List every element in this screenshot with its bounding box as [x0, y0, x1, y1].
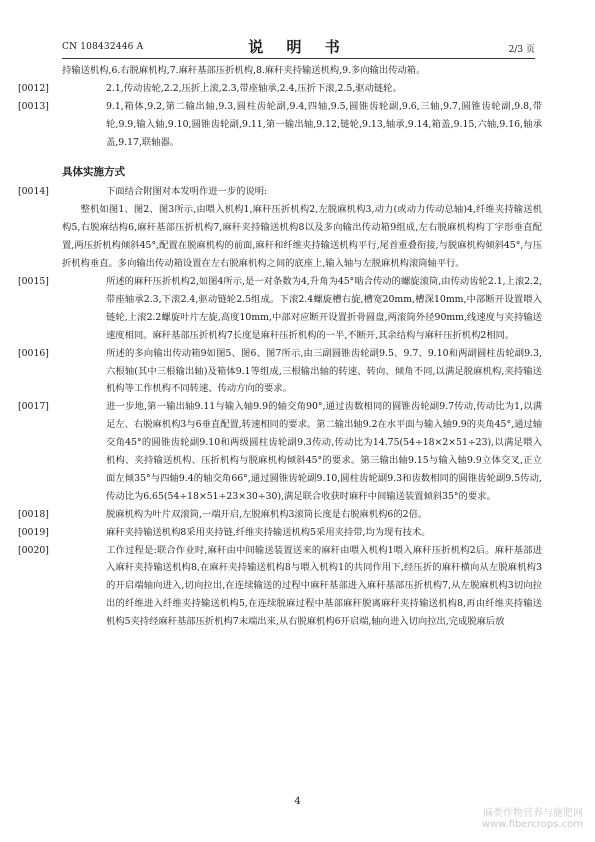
paragraph-number: [0016] [18, 347, 49, 359]
paragraph-0019 [18, 524, 542, 542]
paragraph-0012 [18, 80, 542, 98]
paragraph-text: 进一步地,第一输出轴9.11与输入轴9.9的轴交角90°,通过齿数相同的圆锥齿轮副9.7传动,传动比为1,以满足左、右脱麻机构3与6垂直配置,转速相同的要求。第二输出轴9.2在水平面与输入轴9.9的夹角45°,通过轴交角45°的圆锥齿轮副9.10和两级圆柱齿轮副9.3传动,传动比为14.75(54÷18×2×51÷23),以满足喂入机构、夹持输送机构、压折机构与脱麻机构倾斜45°的要求。第三输出轴9.15与输入轴9.9立体交叉,正立面左倾35°与四轴9.4的轴交角66°,通过圆锥齿轮副9.10,圆柱齿轮副9.3和齿数相同的圆锥齿轮副9.5传动,传动比为6.65(54÷18×51÷23×30÷30),满足联合收获时麻秆中间输送装置倾斜35°的要求。 [106, 401, 542, 502]
patent-number: CN 108432446 A [62, 42, 144, 52]
paragraph-0013 [18, 98, 542, 152]
header-divider [62, 58, 535, 59]
paragraph-number: [0019] [18, 526, 49, 538]
paragraph-number: [0013] [18, 100, 49, 112]
paragraph-0014 [18, 183, 542, 201]
paragraph-text: 下面结合附图对本发明作进一步的说明: [106, 186, 268, 198]
paragraph-text: 脱麻机构为叶片双滚筒,一端开启,左脱麻机构3滚筒长度是右脱麻机构6的2倍。 [106, 508, 428, 520]
paragraph-text: 所述的多向输出传动箱9如图5、图6、图7所示,由三副圆锥齿轮副9.5、9.7、9.10和两副圆柱齿轮副9.3,六根轴(其中三根输出轴)及箱体9.1等组成,三根输出轴的转速、转向、倾角不同,以满足脱麻机构,夹持输送机构等工作机构不同转速、传动方向的要求。 [106, 347, 542, 395]
paragraph-text: 麻秆夹持输送机构8采用夹持链,纤维夹持输送机构5采用夹持带,均为现有技术。 [106, 526, 431, 538]
paragraph-number: [0017] [18, 401, 49, 413]
paragraph-number: [0018] [18, 508, 49, 520]
paragraph-number: [0015] [18, 275, 49, 287]
paragraph-text: 工作过程是:联合作业时,麻秆由中间输送装置送来的麻秆由喂入机构1喂入麻秆压折机构2后。麻秆基部进入麻秆夹持输送机构8,在麻秆夹持输送机构8与喂入机构1的共同作用下,经压折的麻秆横向从左脱麻机构3的开启端轴向进入,切向拉出,在连续输送的过程中麻秆基部进入麻秆基部压折机构7,从左脱麻机构3切向拉出的纤维进入纤维夹持输送机构5,在连续脱麻过程中基部麻秆脱离麻秆夹持输送机构8,再由纤维夹持输送机构5夹持经麻秆基部压折机构7末端出来,从右脱麻机构6开启端,轴向进入切向拉出,完成脱麻后放 [106, 544, 542, 628]
document-body [18, 62, 542, 631]
paragraph-number: [0020] [18, 544, 49, 556]
document-title: 说 明 书 [248, 38, 349, 56]
paragraph-text: 2.1,传动齿轮,2.2,压折上滚,2.3,带座轴承,2.4,压折下滚,2.5,驱动链轮。 [106, 82, 402, 94]
watermark-url: www.fibercrops.com [481, 819, 583, 830]
paragraph-text: 所述的麻秆压折机构2,如图4所示,是一对条数为4,升角为45°啮合传动的螺旋滚筒,由传动齿轮2.1,上滚2.2,带座轴承2.3,下滚2.4,驱动链轮2.5组成。下滚2.4螺旋槽右旋,槽宽20mm,槽深10mm,中部断开设置喂入链轮,上滚2.2螺旋叶片左旋,高度10mm,中部对应断开设置折骨圆盘,两滚筒外径90mm,线速度与夹持输送速度相同。麻秆基部压折机构7长度是麻秆压折机构的一半,不断开,其余结构与麻秆压折机构2相同。 [106, 275, 542, 341]
paragraph-0015 [18, 273, 542, 345]
paragraph-0014-body: 整机如图1、图2、图3所示,由喂入机构1,麻秆压折机构2,左脱麻机构3,动力(或动力传动总轴)4,纤维夹持输送机构5,右脱麻结构6,麻秆基部压折机构7,麻秆夹持输送机构8以及多向输出传动箱9组成,左右脱麻机构构丁字形垂直配置,两压折机构倾斜45°,配置在脱麻机构的前面,麻秆和纤维夹持输送机构平行,尾首重叠衔接,与脱麻机构倾斜45°,与压折机构垂直。多向输出传动箱设置在左右脱麻机构之间的底座上,输入轴与左脱麻机构滚筒轴平行。 [62, 204, 542, 270]
section-heading: 具体实施方式 [62, 165, 125, 178]
page-header [62, 36, 535, 56]
watermark-name: 麻类作物营养与施肥网 [483, 808, 583, 819]
paragraph-0017 [18, 398, 542, 505]
continued-paragraph: 持输送机构,6.右脱麻机构,7.麻秆基部压折机构,8.麻秆夹持输送机构,9.多向输出传动箱。 [62, 65, 426, 76]
paragraph-0018 [18, 506, 542, 524]
paragraph-0020 [18, 542, 542, 632]
page-indicator: 2/3 页 [508, 45, 535, 55]
page-number: 4 [294, 796, 301, 807]
watermark [482, 808, 583, 830]
paragraph-text: 9.1,箱体,9.2,第二输出轴,9.3,圆柱齿轮副,9.4,四轴,9.5,圆锥齿轮副,9.6,三轴,9.7,圆锥齿轮副,9.8,带轮,9.9,输入轴,9.10,圆锥齿轮副,9.11,第一输出轴,9.12,链轮,9.13,轴承,9.14,箱盖,9.15,六轴,9.16,轴承盖,9.17,联轴器。 [106, 100, 542, 148]
paragraph-number: [0014] [18, 186, 49, 198]
paragraph-number: [0012] [18, 82, 49, 94]
paragraph-0016 [18, 345, 542, 399]
